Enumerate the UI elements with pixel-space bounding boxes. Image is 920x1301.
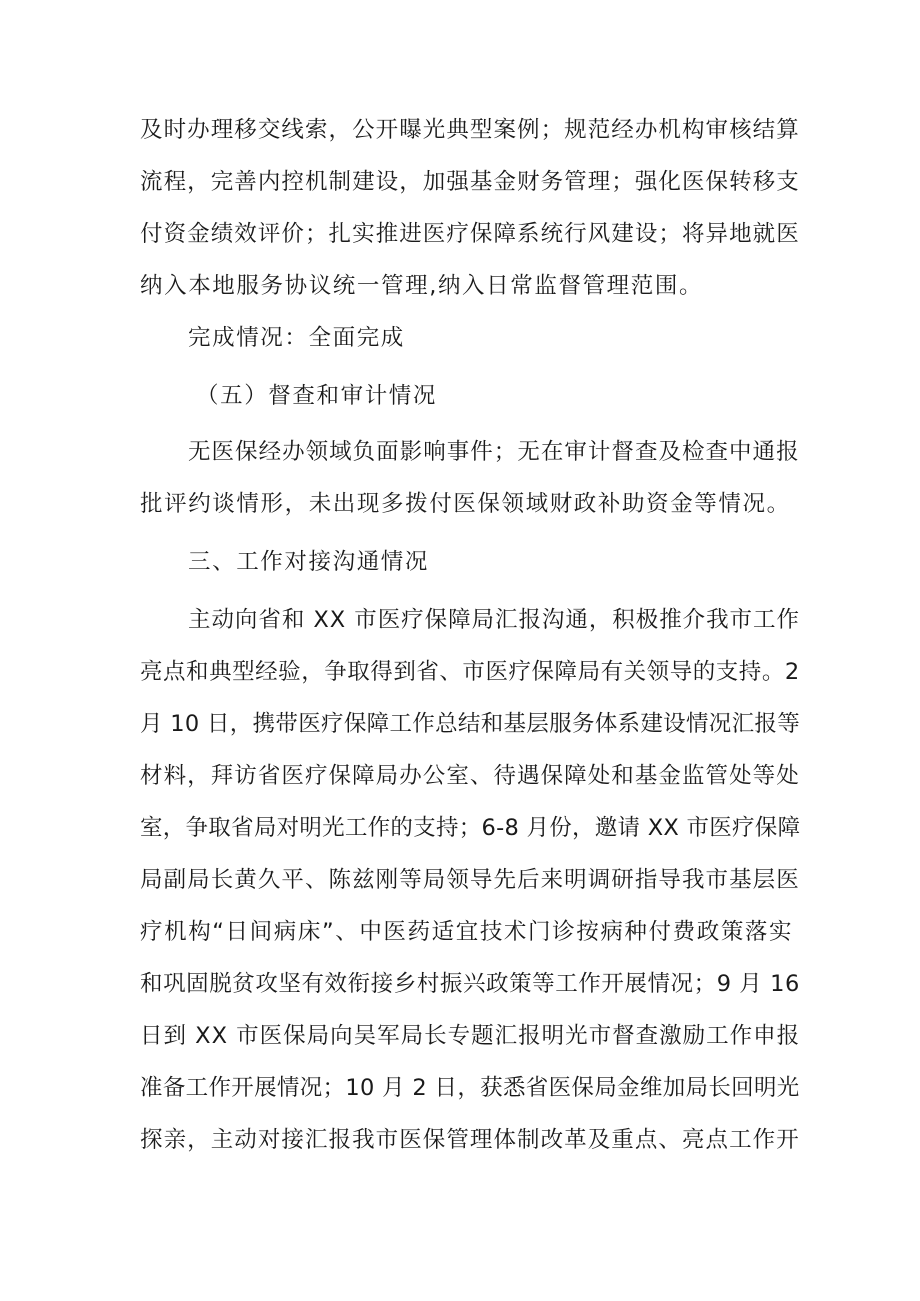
paragraph-line: 探亲，主动对接汇报我市医保管理体制改革及重点、亮点工作开 [140, 1127, 800, 1153]
paragraph-line: 日到 XX 市医保局向吴军局长专题汇报明光市督查激励工作申报 [140, 1023, 801, 1049]
paragraph-line: 疗机构“日间病床”、中医药适宜技术门诊按病种付费政策落实 [140, 919, 794, 945]
paragraph-line: 准备工作开展情况；10 月 2 日，获悉省医保局金维加局长回明光 [140, 1075, 800, 1101]
section-heading-3: 三、工作对接沟通情况 [188, 549, 430, 575]
paragraph-line: 流程，完善内控机制建设，加强基金财务管理；强化医保转移支 [140, 169, 800, 195]
paragraph-line: 纳入本地服务协议统一管理,纳入日常监督管理范围。 [140, 273, 704, 299]
paragraph-line: 局副局长黄久平、陈兹刚等局领导先后来明调研指导我市基层医 [140, 867, 800, 893]
paragraph-line: 月 10 日，携带医疗保障工作总结和基层服务体系建设情况汇报等 [140, 711, 801, 737]
paragraph-line: 主动向省和 XX 市医疗保障局汇报沟通，积极推介我市工作 [188, 607, 800, 633]
paragraph-line: 亮点和典型经验，争取得到省、市医疗保障局有关领导的支持。2 [140, 659, 800, 685]
paragraph-line: 和巩固脱贫攻坚有效衔接乡村振兴政策等工作开展情况；9 月 16 [140, 971, 800, 997]
section-heading-5: （五）督查和审计情况 [196, 383, 438, 409]
paragraph-line: 付资金绩效评价；扎实推进医疗保障系统行风建设；将异地就医 [140, 221, 800, 247]
paragraph-line: 及时办理移交线索，公开曝光典型案例；规范经办机构审核结算 [140, 117, 800, 143]
paragraph-line: 材料，拜访省医疗保障局办公室、待遇保障处和基金监管处等处 [140, 763, 800, 789]
completion-status: 完成情况：全面完成 [188, 325, 405, 351]
paragraph-line: 室，争取省局对明光工作的支持；6-8 月份，邀请 XX 市医疗保障 [140, 815, 801, 841]
paragraph-line: 批评约谈情形，未出现多拨付医保领域财政补助资金等情况。 [140, 491, 791, 517]
paragraph-line: 无医保经办领域负面影响事件；无在审计督查及检查中通报 [188, 439, 800, 465]
